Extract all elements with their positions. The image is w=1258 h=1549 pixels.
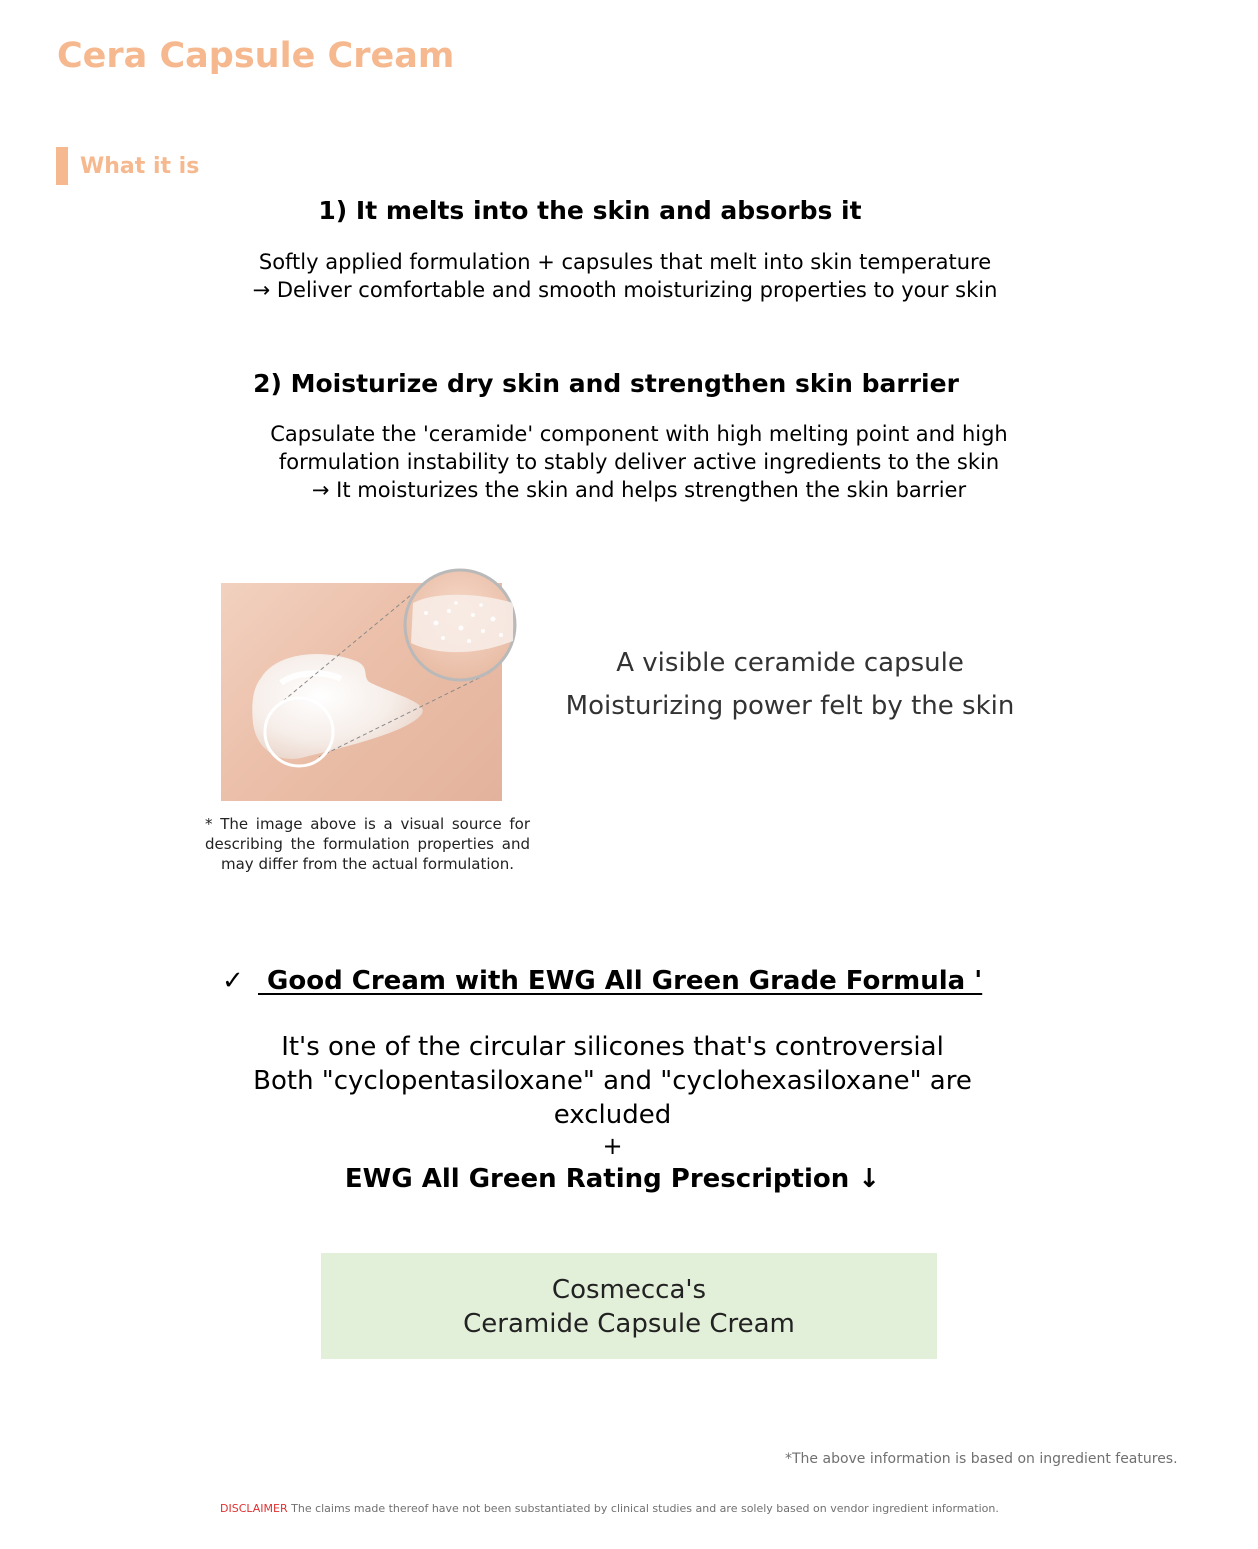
plus-sign: + bbox=[602, 1132, 623, 1160]
point2-line2: formulation instability to stably deliver active ingredients to the skin bbox=[278, 450, 1000, 474]
point2-body bbox=[0, 420, 1258, 504]
image-side-line2: Moisturizing power felt by the skin bbox=[565, 691, 1015, 721]
point1-line1: Softly applied formulation + capsules that melt into skin temperature bbox=[258, 250, 992, 274]
product-box-text bbox=[321, 1273, 937, 1341]
disclaimer-label: DISCLAIMER bbox=[220, 1502, 288, 1515]
point1-body bbox=[0, 248, 1250, 304]
cream-illustration bbox=[221, 583, 521, 803]
product-box bbox=[321, 1253, 937, 1359]
point1-line2: → Deliver comfortable and smooth moisturizing properties to your skin bbox=[252, 278, 998, 302]
point2-line1: Capsulate the 'ceramide' component with high melting point and high bbox=[270, 422, 1008, 446]
info-note: *The above information is based on ingredient features. bbox=[785, 1451, 1178, 1467]
disclaimer bbox=[220, 1502, 999, 1515]
point2-line3: → It moisturizes the skin and helps strengthen the skin barrier bbox=[311, 478, 967, 502]
ewg-line3: excluded bbox=[553, 1100, 672, 1130]
ewg-body bbox=[0, 1030, 1225, 1132]
point1-heading: 1) It melts into the skin and absorbs it bbox=[318, 196, 862, 225]
product-box-line2: Ceramide Capsule Cream bbox=[463, 1309, 795, 1339]
section-label: What it is bbox=[80, 154, 200, 179]
image-caption: * The image above is a visual source for describing the formulation properties and may differ from the actual formulation. bbox=[205, 815, 530, 873]
product-box-line1: Cosmecca's bbox=[551, 1275, 707, 1305]
ewg-heading-text: Good Cream with EWG All Green Grade Formula ' bbox=[258, 966, 983, 996]
disclaimer-text: The claims made thereof have not been substantiated by clinical studies and are solely based on vendor ingredient information. bbox=[287, 1502, 999, 1515]
cream-texture-image bbox=[221, 583, 502, 801]
ewg-line2: Both "cyclopentasiloxane" and "cyclohexasiloxane" are bbox=[253, 1066, 972, 1096]
page-title: Cera Capsule Cream bbox=[57, 36, 455, 76]
point2-heading: 2) Moisturize dry skin and strengthen skin barrier bbox=[253, 369, 959, 398]
ewg-rating: EWG All Green Rating Prescription ↓ bbox=[344, 1164, 881, 1194]
ewg-line1: It's one of the circular silicones that's controversial bbox=[281, 1032, 944, 1062]
image-side-line1: A visible ceramide capsule bbox=[616, 648, 964, 678]
section-accent-bar bbox=[56, 147, 68, 185]
image-side-text bbox=[540, 642, 1040, 728]
check-icon: ✓ bbox=[222, 966, 244, 996]
ewg-heading bbox=[222, 966, 982, 996]
